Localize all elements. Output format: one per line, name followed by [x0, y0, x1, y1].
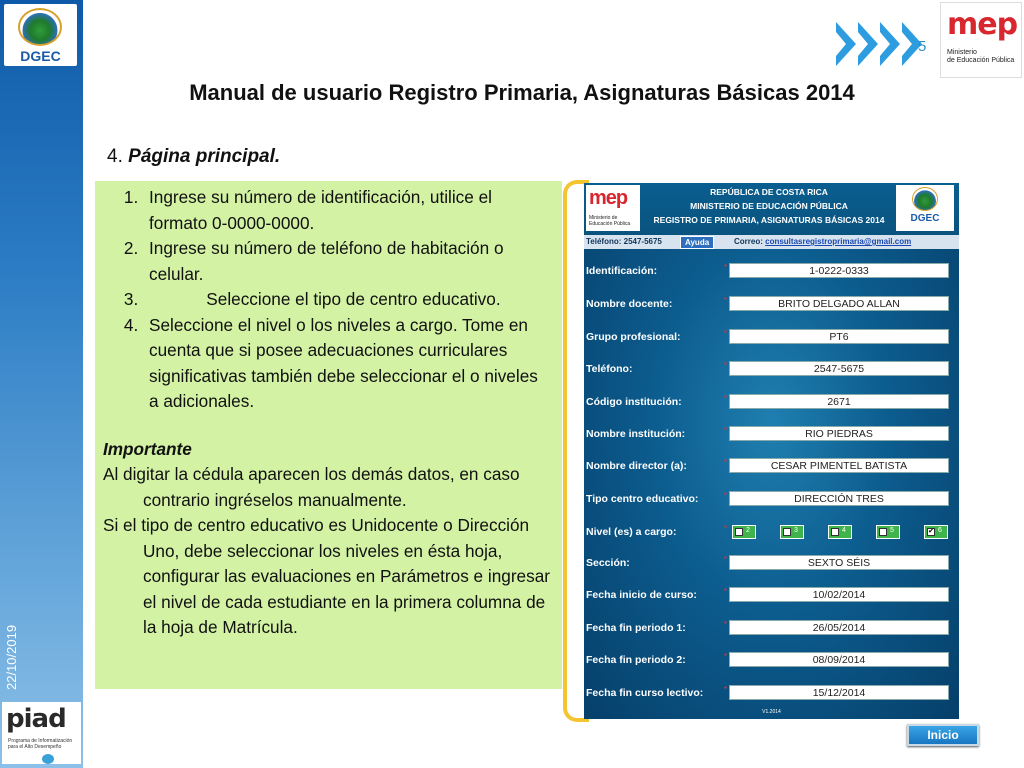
checkbox-icon[interactable] — [783, 528, 791, 536]
chevron-right-icon — [880, 22, 900, 66]
mep-logo-subtitle — [947, 49, 1014, 65]
checkbox-icon[interactable] — [879, 528, 887, 536]
required-marker: ▪ — [724, 553, 727, 562]
tipo-centro-select[interactable]: DIRECCIÓN TRES — [729, 491, 949, 506]
nombre-director-input[interactable]: CESAR PIMENTEL BATISTA — [729, 458, 949, 473]
field-niveles — [584, 524, 959, 542]
instructions-panel — [95, 181, 562, 689]
chevron-decoration — [836, 22, 922, 78]
level-number: 3 — [794, 527, 798, 534]
required-marker: ▪ — [724, 489, 727, 498]
instruction-step-2: 2. Ingrese su número de teléfono de habitación o celular. — [143, 236, 552, 287]
mep-logo-sub-2: de Educación Pública — [947, 57, 1015, 64]
field-label: Nivel (es) a cargo: — [586, 526, 677, 538]
field-label: Sección: — [586, 557, 630, 569]
important-heading: Importante — [103, 438, 192, 459]
piad-logo-subtitle: Programa de Informatización para el Alto Desempeño — [8, 738, 73, 750]
field-seccion — [584, 555, 959, 573]
left-sidebar — [0, 0, 83, 768]
slide-date: 22/10/2019 — [4, 624, 19, 690]
chevron-right-icon — [858, 22, 878, 66]
form-mep-word-text: mep — [589, 187, 628, 209]
level-checkbox-6[interactable] — [924, 525, 948, 539]
instructions-list — [103, 185, 552, 415]
form-dgec-emblem-icon — [912, 187, 938, 211]
form-header-text — [644, 185, 894, 227]
field-tipo-centro — [584, 491, 959, 509]
identificacion-input[interactable]: 1-0222-0333 — [729, 263, 949, 278]
form-header-line-1: REPÚBLICA DE COSTA RICA — [710, 187, 828, 197]
levels-checkbox-group — [732, 525, 952, 539]
field-grupo-profesional — [584, 329, 959, 347]
help-button[interactable]: Ayuda — [680, 236, 714, 249]
contact-email-label: Correo: — [734, 237, 766, 246]
level-number: 5 — [890, 527, 894, 534]
piad-logo-word: piad — [6, 704, 66, 734]
field-label: Fecha fin periodo 1: — [586, 622, 686, 634]
required-marker: ▪ — [724, 294, 727, 303]
mep-logo-sub-1: Ministerio — [947, 49, 977, 56]
level-number: 4 — [842, 527, 846, 534]
field-fecha-fin-curso — [584, 685, 959, 703]
field-label: Fecha fin periodo 2: — [586, 654, 686, 666]
level-checkbox-2[interactable] — [732, 525, 756, 539]
form-mep-word — [589, 187, 627, 210]
contact-email-link[interactable]: consultasregistroprimaria@gmail.com — [765, 237, 912, 246]
field-codigo-institucion — [584, 394, 959, 412]
codigo-institucion-input[interactable]: 2671 — [729, 394, 949, 409]
form-header-line-3: REGISTRO DE PRIMARIA, ASIGNATURAS BÁSICAS 2014 — [653, 215, 885, 225]
telefono-input[interactable]: 2547-5675 — [729, 361, 949, 376]
form-version: V1.2014 — [762, 709, 781, 715]
fecha-fin-periodo-1-input[interactable]: 26/05/2014 — [729, 620, 949, 635]
inicio-button[interactable]: Inicio — [907, 724, 979, 746]
required-marker: ▪ — [724, 392, 727, 401]
form-mep-sub: Ministerio de Educación Pública — [589, 215, 631, 227]
important-note-1: Al digitar la cédula aparecen los demás datos, en caso contrario ingréselos manualmente. — [103, 464, 520, 510]
page-title: Manual de usuario Registro Primaria, Asignaturas Básicas 2014 — [189, 80, 855, 105]
grupo-profesional-input[interactable]: PT6 — [729, 329, 949, 344]
level-number: 6 — [938, 527, 942, 534]
chevron-right-icon — [836, 22, 856, 66]
dgec-logo-text: DGEC — [20, 48, 61, 64]
field-identificacion — [584, 263, 959, 281]
field-fecha-fin-periodo-1 — [584, 620, 959, 638]
section-title: Página principal. — [128, 146, 281, 167]
field-fecha-fin-periodo-2 — [584, 652, 959, 670]
field-label: Fecha inicio de curso: — [586, 589, 697, 601]
registration-form-screenshot — [584, 183, 959, 719]
required-marker: ▪ — [724, 683, 727, 692]
contact-bar — [584, 235, 959, 249]
piad-logo — [2, 702, 81, 764]
mep-logo — [940, 2, 1022, 78]
level-checkbox-5[interactable] — [876, 525, 900, 539]
field-label: Nombre director (a): — [586, 460, 687, 472]
required-marker: ▪ — [724, 522, 727, 531]
piad-mouse-icon — [42, 754, 54, 764]
field-label: Tipo centro educativo: — [586, 493, 699, 505]
mep-logo-word-text: mep — [947, 7, 1018, 42]
important-note-2: Si el tipo de centro educativo es Unidocente o Dirección Uno, debe seleccionar los niveles en ésta hoja, configurar las evaluaciones en Parámetros e ingresar el nivel de cada estudiante en la primera columna de la hoja de Matrícula. — [103, 515, 550, 637]
level-number: 2 — [746, 527, 750, 534]
checkbox-checked-icon[interactable]: ✔ — [928, 528, 934, 535]
required-marker: ▪ — [724, 618, 727, 627]
field-label: Grupo profesional: — [586, 331, 681, 343]
required-marker: ▪ — [724, 456, 727, 465]
field-label: Nombre institución: — [586, 428, 686, 440]
section-heading — [107, 146, 280, 168]
form-dgec-text: DGEC — [910, 213, 940, 224]
field-label: Código institución: — [586, 396, 682, 408]
level-checkbox-4[interactable] — [828, 525, 852, 539]
nombre-docente-input[interactable]: BRITO DELGADO ALLAN — [729, 296, 949, 311]
dgec-logo — [4, 4, 77, 66]
required-marker: ▪ — [724, 650, 727, 659]
contact-email — [734, 237, 911, 246]
field-nombre-institucion — [584, 426, 959, 444]
form-header-line-2: MINISTERIO DE EDUCACIÓN PÚBLICA — [690, 201, 848, 211]
required-marker: ▪ — [724, 327, 727, 336]
form-mep-logo — [586, 185, 640, 231]
field-telefono — [584, 361, 959, 379]
required-marker: ▪ — [724, 359, 727, 368]
seccion-input[interactable]: SEXTO SÉIS — [729, 555, 949, 570]
form-header — [584, 183, 959, 235]
fecha-fin-periodo-2-input[interactable]: 08/09/2014 — [729, 652, 949, 667]
instruction-step-1: 1. Ingrese su número de identificación, utilice el formato 0-0000-0000. — [143, 185, 552, 236]
field-label: Fecha fin curso lectivo: — [586, 687, 704, 699]
instruction-step-4: 4. Seleccione el nivel o los niveles a cargo. Tome en cuenta que si posee adecuaciones curriculares significativas también debe seleccionar el o niveles a adicionales. — [143, 313, 552, 415]
field-label: Teléfono: — [586, 363, 633, 375]
field-nombre-director — [584, 458, 959, 476]
contact-phone: Teléfono: 2547-5675 — [586, 237, 662, 246]
mep-logo-word — [947, 7, 1017, 42]
dgec-emblem-icon — [18, 8, 62, 46]
field-nombre-docente — [584, 296, 959, 314]
field-fecha-inicio — [584, 587, 959, 605]
required-marker: ▪ — [724, 424, 727, 433]
field-label: Nombre docente: — [586, 298, 673, 310]
checkbox-icon[interactable] — [831, 528, 839, 536]
fecha-fin-curso-input[interactable]: 15/12/2014 — [729, 685, 949, 700]
page-number: 5 — [918, 38, 927, 55]
form-dgec-logo — [896, 185, 954, 231]
instruction-step-3: 3. Seleccione el tipo de centro educativo. — [143, 287, 552, 313]
nombre-institucion-input[interactable]: RIO PIEDRAS — [729, 426, 949, 441]
level-checkbox-3[interactable] — [780, 525, 804, 539]
checkbox-icon[interactable] — [735, 528, 743, 536]
section-number: 4. — [107, 146, 123, 167]
required-marker: ▪ — [724, 585, 727, 594]
fecha-inicio-input[interactable]: 10/02/2014 — [729, 587, 949, 602]
field-label: Identificación: — [586, 265, 658, 277]
required-marker: ▪ — [724, 261, 727, 270]
